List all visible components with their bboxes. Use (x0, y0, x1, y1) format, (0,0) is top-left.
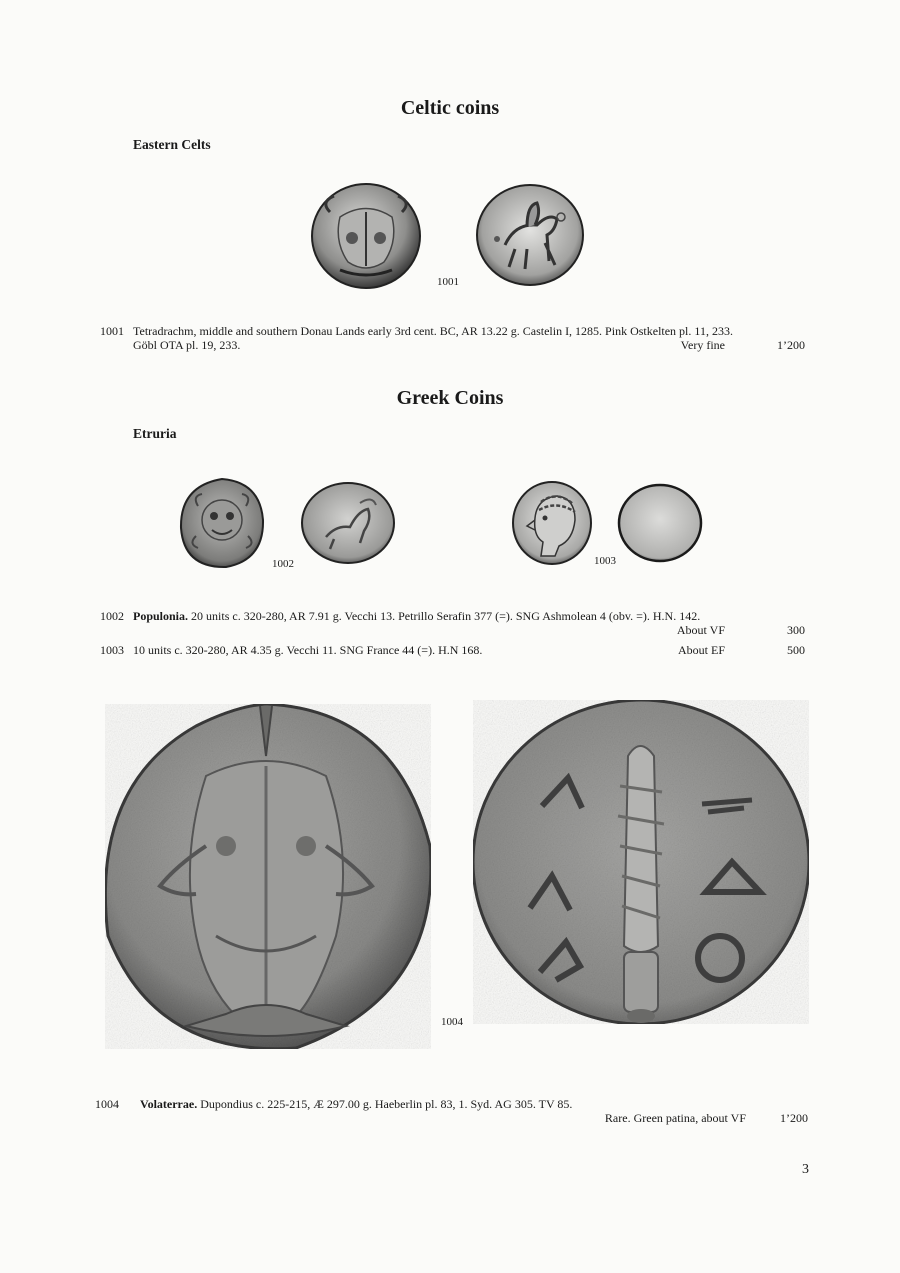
lot-number-1004: 1004 (95, 1097, 119, 1111)
lot-grade-1002: About VF (676, 623, 725, 637)
plate-label-1001: 1001 (437, 276, 459, 288)
lot-number-1002: 1002 (100, 609, 124, 623)
lot-grade-1004: Rare. Green patina, about VF (604, 1111, 746, 1125)
lot-line-1: 10 units c. 320-280, AR 4.35 g. Vecchi 11. SNG France 44 (=). H.N 168. (133, 643, 483, 657)
lot-line-2: Göbl OTA pl. 19, 233. (133, 338, 241, 352)
page-number: 3 (802, 1162, 809, 1177)
coin-1001-obverse-image (310, 182, 422, 290)
lot-description-1002 (133, 609, 805, 637)
lot-grade-1003: About EF (677, 643, 725, 657)
lot-title-1004: Volaterrae. (140, 1097, 198, 1111)
lot-description-1003 (133, 643, 805, 657)
section-heading-greek: Greek Coins (396, 387, 504, 409)
lot-number-1001: 1001 (100, 324, 124, 338)
lot-description-1004 (140, 1097, 808, 1125)
coin-1004-obverse-image (96, 696, 438, 1056)
coin-1003-reverse-image (617, 483, 703, 563)
plate-label-1003: 1003 (594, 555, 616, 567)
lot-grade-1001: Very fine (680, 338, 725, 352)
lot-price-1003: 500 (787, 643, 805, 657)
section-heading-celtic: Celtic coins (400, 97, 500, 119)
plate-label-1002: 1002 (272, 558, 294, 570)
subheading-eastern-celts: Eastern Celts (133, 137, 211, 152)
lot-description-1001 (133, 324, 805, 352)
coin-1001-reverse-image (475, 183, 585, 287)
lot-line-1: Dupondius c. 225-215, Æ 297.00 g. Haeberlin pl. 83, 1. Syd. AG 305. TV 85. (200, 1097, 573, 1111)
lot-price-1002: 300 (787, 623, 805, 637)
lot-line-1: 20 units c. 320-280, AR 7.91 g. Vecchi 13. Petrillo Serafin 377 (=). SNG Ashmolean 4 (obv. =). H.N. 142. (191, 609, 701, 623)
lot-title-1002: Populonia. (133, 609, 189, 623)
plate-label-1004: 1004 (441, 1016, 463, 1028)
coin-1003-obverse-image (511, 480, 593, 566)
coin-1002-obverse-image (178, 476, 266, 570)
lot-price-1001: 1’200 (777, 338, 805, 352)
lot-line-1: Tetradrachm, middle and southern Donau Lands early 3rd cent. BC, AR 13.22 g. Castelin I, 1285. Pink Ostkelten pl. 11, 233. (133, 324, 733, 338)
coin-1004-reverse-image (470, 696, 812, 1028)
lot-price-1004: 1’200 (780, 1111, 808, 1125)
subheading-etruria: Etruria (133, 426, 177, 441)
coin-1002-reverse-image (300, 481, 396, 565)
lot-number-1003: 1003 (100, 643, 124, 657)
